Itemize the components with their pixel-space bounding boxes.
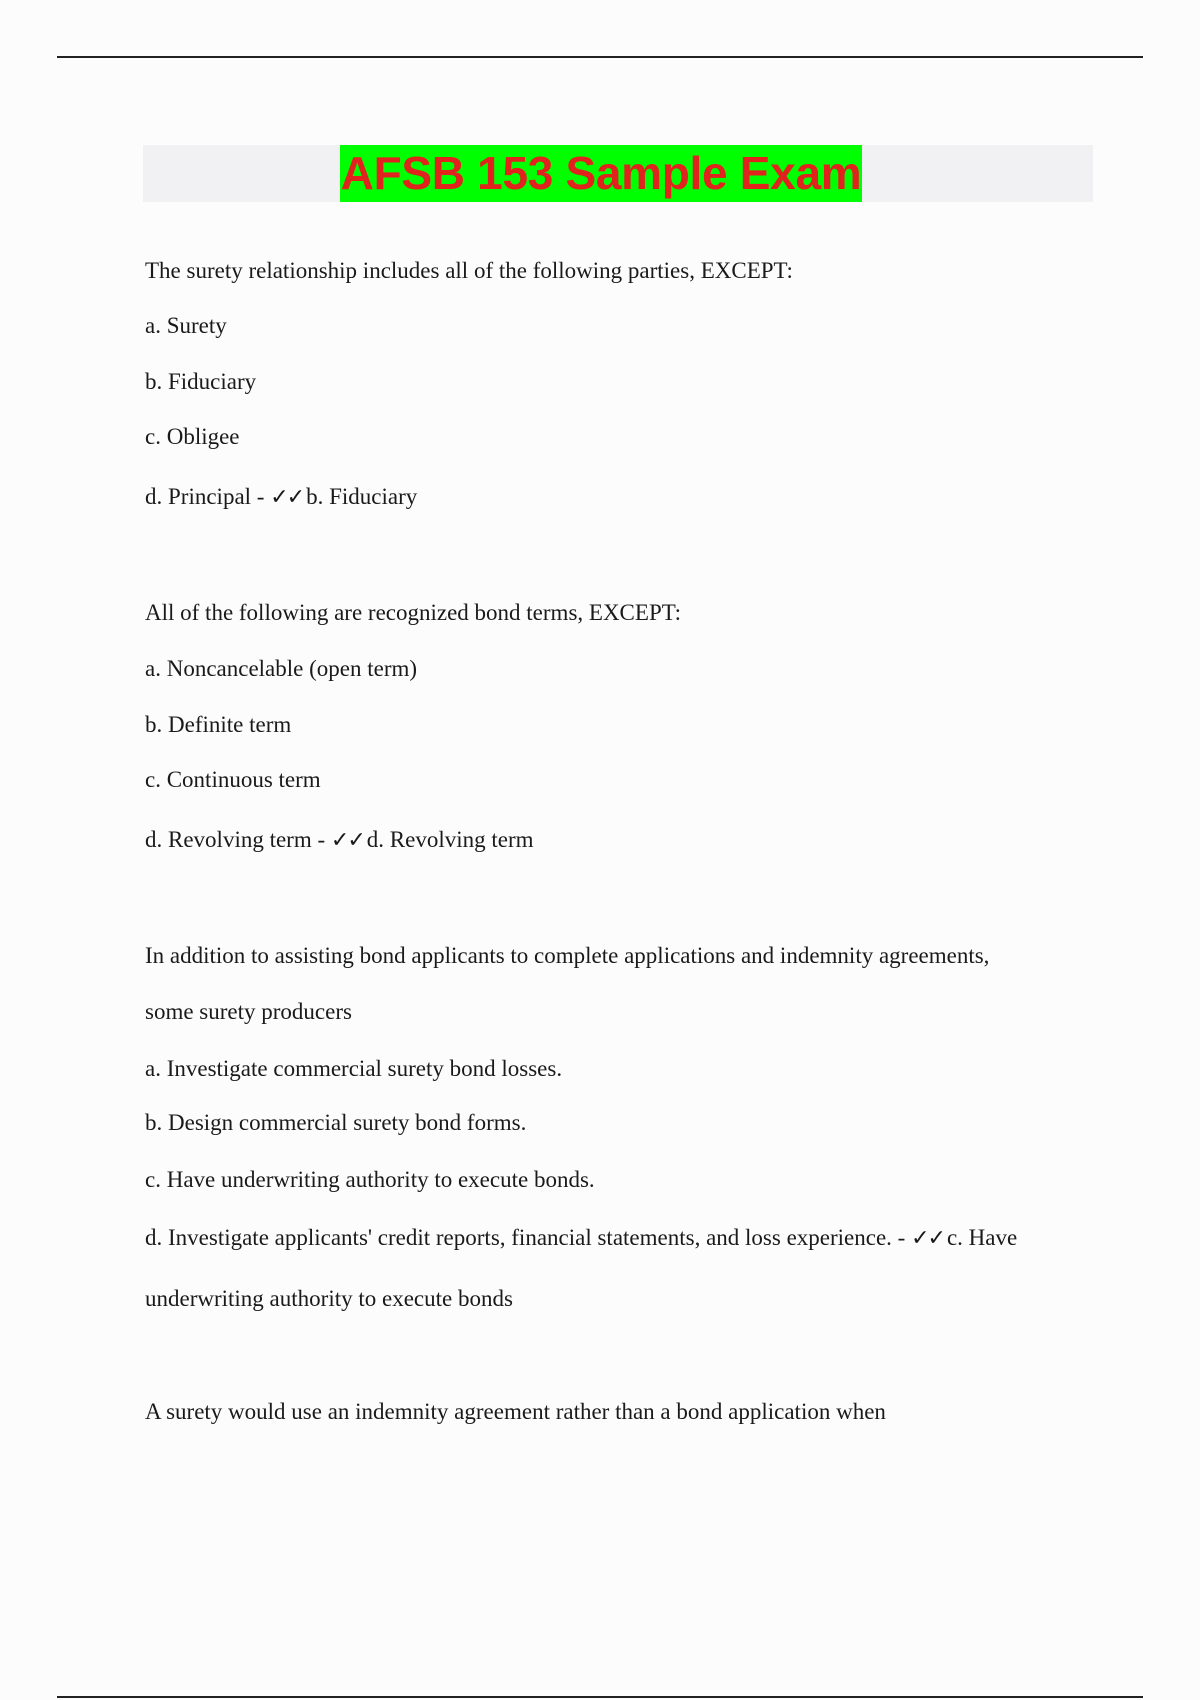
question-3-option-a: a. Investigate commercial surety bond losses. bbox=[145, 1056, 563, 1081]
footer-rule bbox=[57, 1696, 1143, 1698]
question-2-prompt: All of the following are recognized bond terms, EXCEPT: bbox=[145, 600, 682, 625]
header-rule bbox=[57, 56, 1143, 58]
document-title: AFSB 153 Sample Exam bbox=[340, 145, 863, 202]
question-2-option-b: b. Definite term bbox=[145, 712, 292, 737]
question-1-option-c: c. Obligee bbox=[145, 424, 240, 449]
question-2-answer: d. Revolving term bbox=[366, 827, 534, 852]
question-3-answer-line-2: underwriting authority to execute bonds bbox=[145, 1286, 513, 1311]
question-3-option-d-answer bbox=[145, 1223, 1017, 1254]
question-3-option-c: c. Have underwriting authority to execute bonds. bbox=[145, 1167, 595, 1192]
question-1-option-d-answer bbox=[145, 482, 417, 513]
question-3-answer-line-1: c. Have bbox=[946, 1225, 1018, 1250]
question-2-option-a: a. Noncancelable (open term) bbox=[145, 656, 418, 681]
title-band bbox=[143, 145, 1093, 202]
answer-check-icon: ✓✓ bbox=[270, 485, 304, 510]
question-2-option-d-answer bbox=[145, 825, 534, 856]
question-1-option-a: a. Surety bbox=[145, 313, 227, 338]
answer-check-icon: ✓✓ bbox=[911, 1226, 944, 1251]
question-2-option-c: c. Continuous term bbox=[145, 767, 321, 792]
question-1-option-b: b. Fiduciary bbox=[145, 369, 257, 394]
question-3-option-b: b. Design commercial surety bond forms. bbox=[145, 1110, 527, 1135]
question-3-prompt-line-2: some surety producers bbox=[145, 999, 352, 1024]
question-1-option-d: d. Principal - bbox=[145, 484, 271, 509]
question-3-prompt-line-1: In addition to assisting bond applicants to complete applications and indemnity agreements, bbox=[145, 943, 990, 968]
question-1-prompt: The surety relationship includes all of the following parties, EXCEPT: bbox=[145, 258, 793, 283]
question-2-option-d: d. Revolving term - bbox=[145, 827, 331, 852]
question-3-option-d: d. Investigate applicants' credit reports, financial statements, and loss experience. - bbox=[145, 1225, 912, 1250]
question-1-answer: b. Fiduciary bbox=[306, 484, 418, 509]
answer-check-icon: ✓✓ bbox=[330, 828, 364, 853]
question-4-prompt: A surety would use an indemnity agreement rather than a bond application when bbox=[145, 1399, 886, 1424]
